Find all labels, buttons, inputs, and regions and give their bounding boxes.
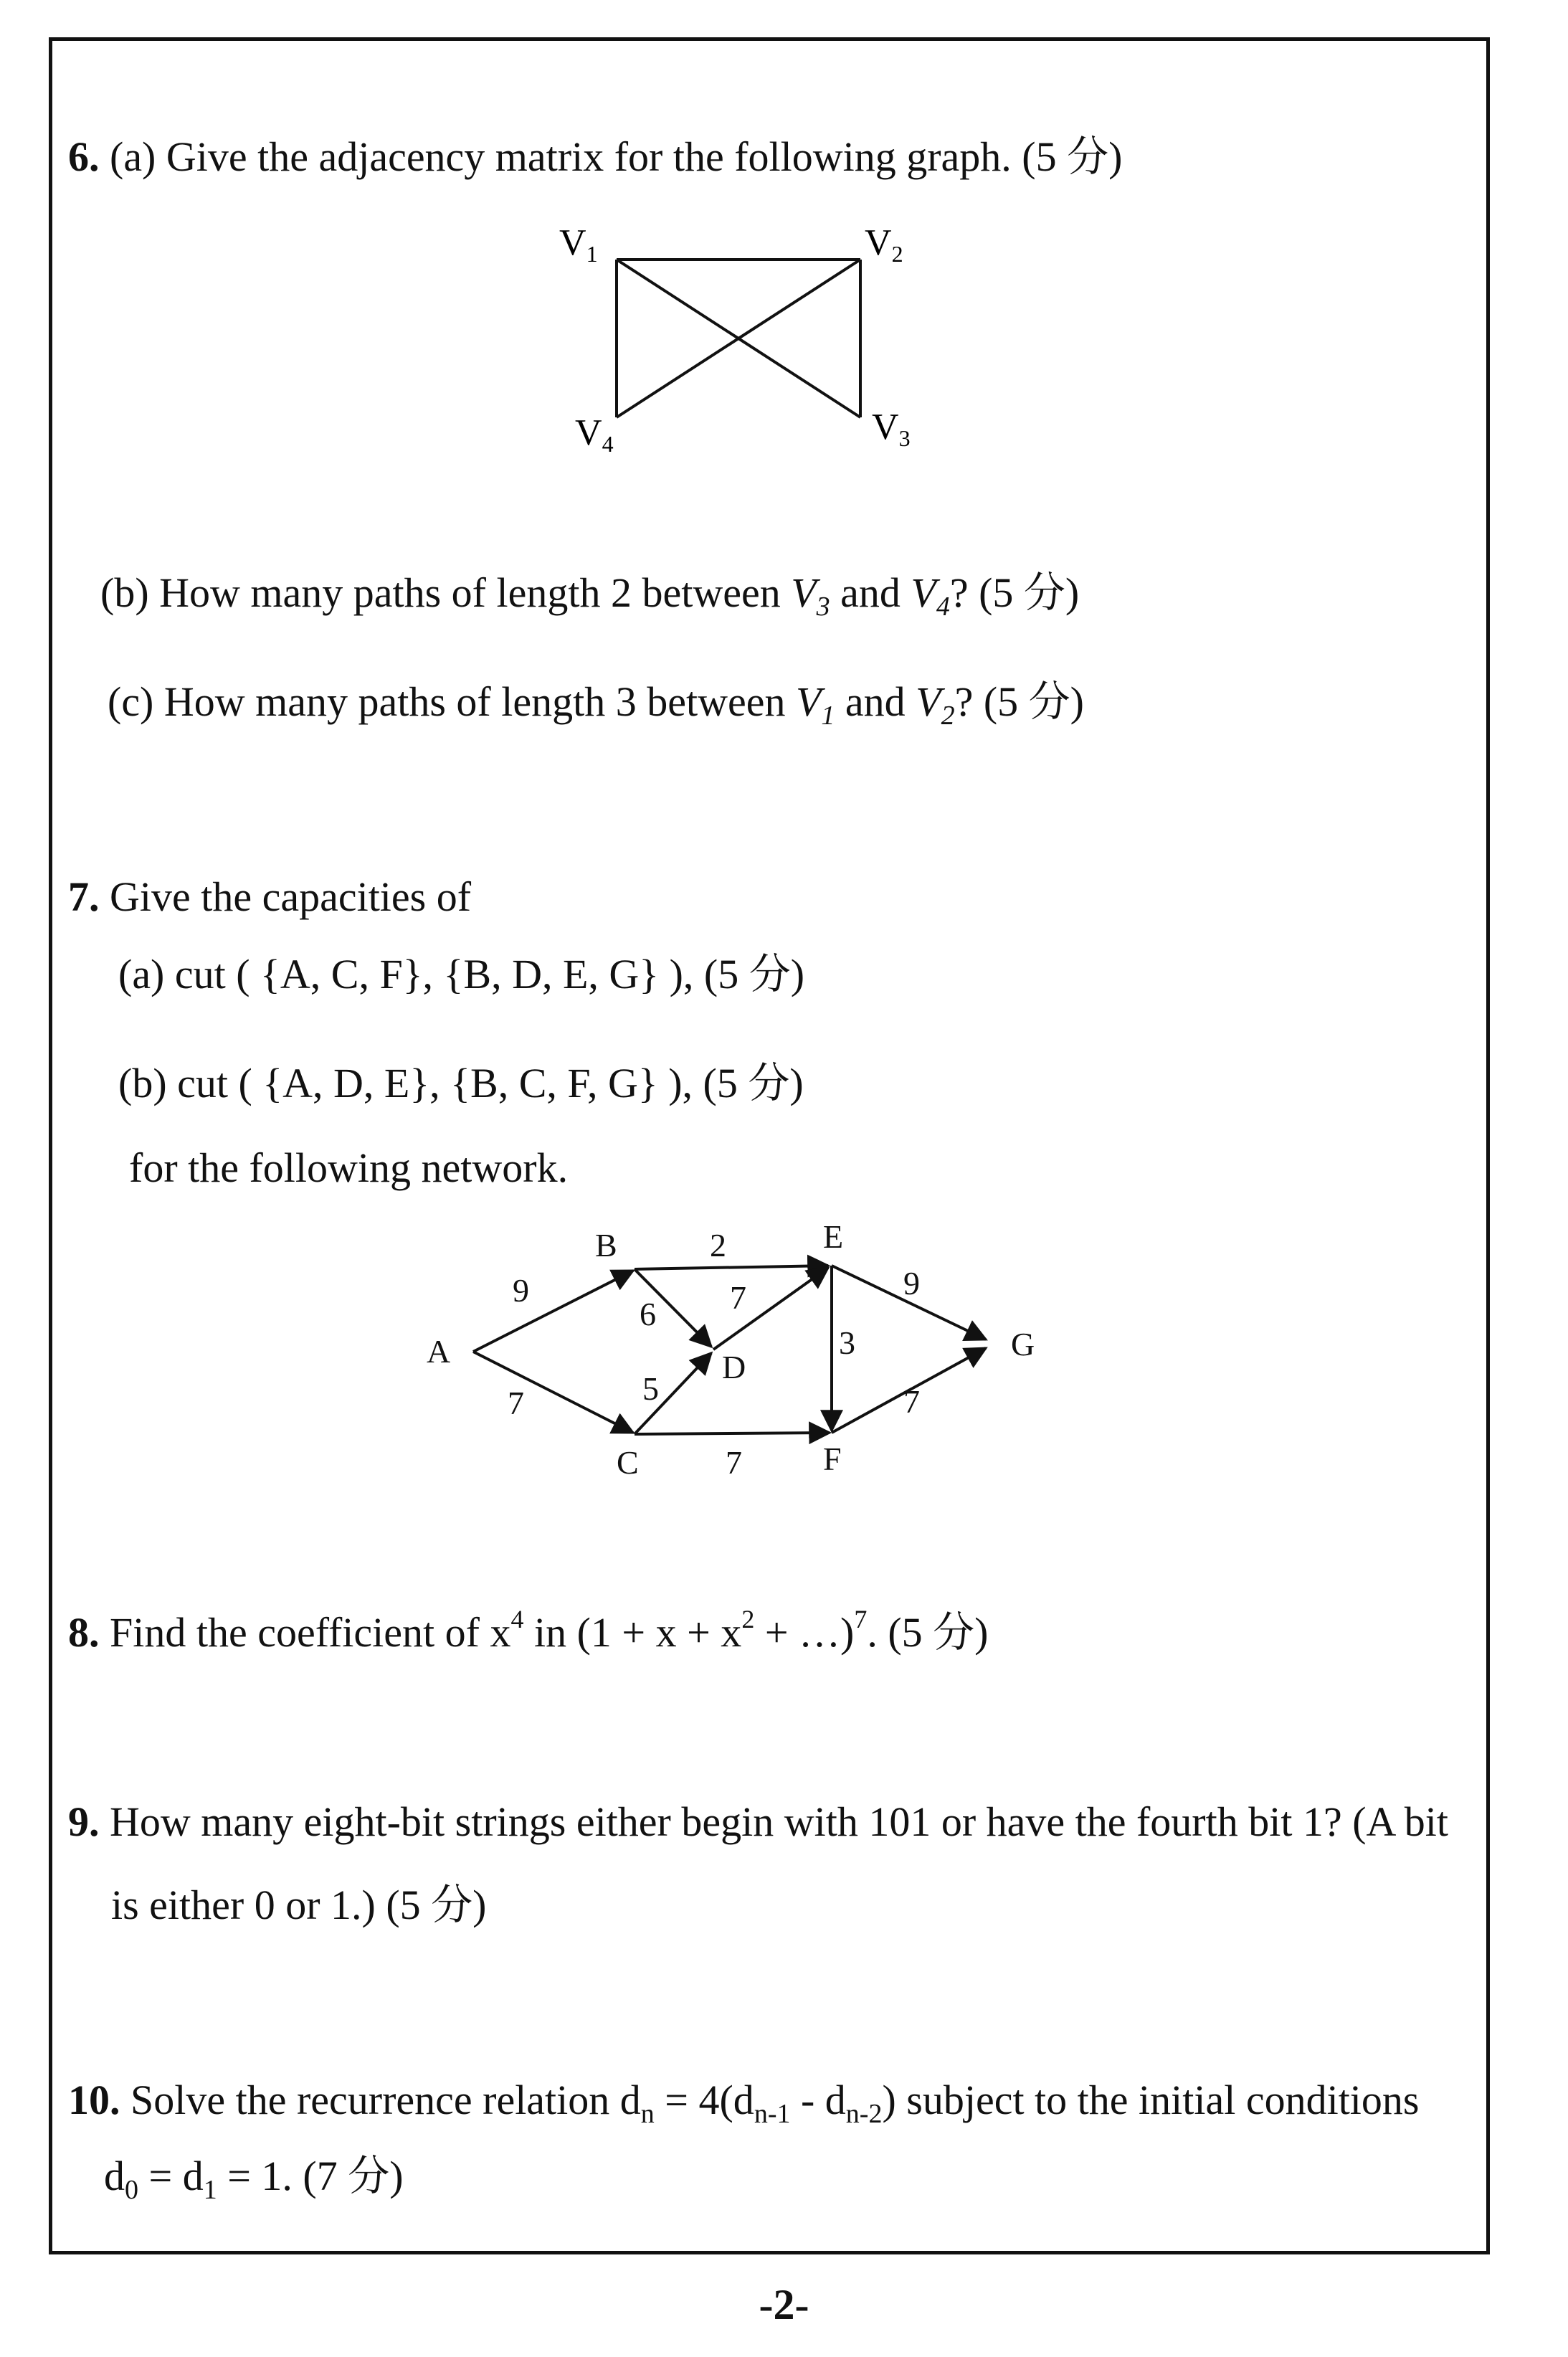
question-9-line-1 [68, 1798, 1448, 1845]
capacity-label-d-e: 7 [730, 1279, 746, 1316]
capacity-label-a-b: 9 [513, 1272, 529, 1309]
capacity-label-f-g: 7 [903, 1383, 920, 1420]
capacity-label-b-e: 2 [710, 1227, 726, 1263]
node-label-b: B [595, 1227, 617, 1263]
question-text: (a) Give the adjacency matrix for the following graph. (5 分) [110, 133, 1123, 180]
vertex-label-v2: V2 [865, 222, 903, 267]
node-label-g: G [1011, 1326, 1035, 1362]
edge-a-c [473, 1352, 633, 1433]
question-6-part-b: (b) How many paths of length 2 between $V_3$ and $V_4$? (5 分) [100, 569, 1080, 622]
question-7-part-a: (a) cut ( {A, C, F}, {B, D, E, G} ), (5 分) [118, 951, 805, 997]
capacity-label-c-d: 5 [642, 1370, 659, 1407]
node-label-a: A [427, 1333, 451, 1370]
capacity-label-a-c: 7 [508, 1385, 524, 1421]
page-number: -2- [759, 2281, 809, 2328]
question-text: How many eight-bit strings either begin with 101 or have the fourth bit 1? (A bit [110, 1798, 1448, 1845]
capacity-label-c-f: 7 [726, 1444, 742, 1481]
question-text: Give the capacities of [110, 873, 472, 920]
vertex-label-v1: V1 [559, 222, 598, 267]
vertex-label-v3: V3 [872, 407, 911, 451]
question-6-part-a [68, 133, 1123, 180]
node-label-d: D [722, 1349, 746, 1385]
graph-edges [617, 260, 860, 417]
question-number: 6. [68, 133, 100, 180]
node-label-c: C [617, 1444, 639, 1481]
question-7-outro: for the following network. [129, 1144, 569, 1191]
flow-network-diagram [401, 1212, 1047, 1491]
vertex-label-v4: V4 [575, 412, 614, 457]
capacity-label-b-d: 6 [640, 1296, 656, 1332]
edge-c-f [635, 1433, 830, 1434]
edge-a-b [473, 1271, 633, 1352]
graph-diagram [531, 215, 932, 459]
edge-b-e [635, 1266, 828, 1269]
question-7-intro [68, 873, 472, 920]
question-9-line-2: is either 0 or 1.) (5 分) [111, 1882, 487, 1928]
question-8: 8. Find the coefficient of $x^4$ in ($1 + x + x^2$ + …)$^7$. (5 分) [68, 1605, 989, 1656]
question-7-part-b: (b) cut ( {A, D, E}, {B, C, F, G} ), (5 分) [118, 1060, 804, 1106]
question-10-line-2: $d_0 = d_1 = 1$. (7 分) [104, 2153, 404, 2205]
question-10-line-1: 10. Solve the recurrence relation $d_n = 4(d_{n-1} - d_{n-2})$ subject to the initial conditions [68, 2077, 1420, 2129]
node-label-e: E [823, 1218, 844, 1255]
node-label-f: F [823, 1441, 842, 1477]
question-number: 8. [68, 1609, 100, 1656]
capacity-label-e-f: 3 [839, 1324, 855, 1361]
question-number: 7. [68, 873, 100, 920]
question-number: 9. [68, 1798, 100, 1845]
capacity-label-e-g: 9 [903, 1265, 920, 1301]
question-number: 10. [68, 2077, 120, 2123]
question-6-part-c: (c) How many paths of length 3 between $V_1$ and $V_2$? (5 分) [108, 678, 1084, 731]
